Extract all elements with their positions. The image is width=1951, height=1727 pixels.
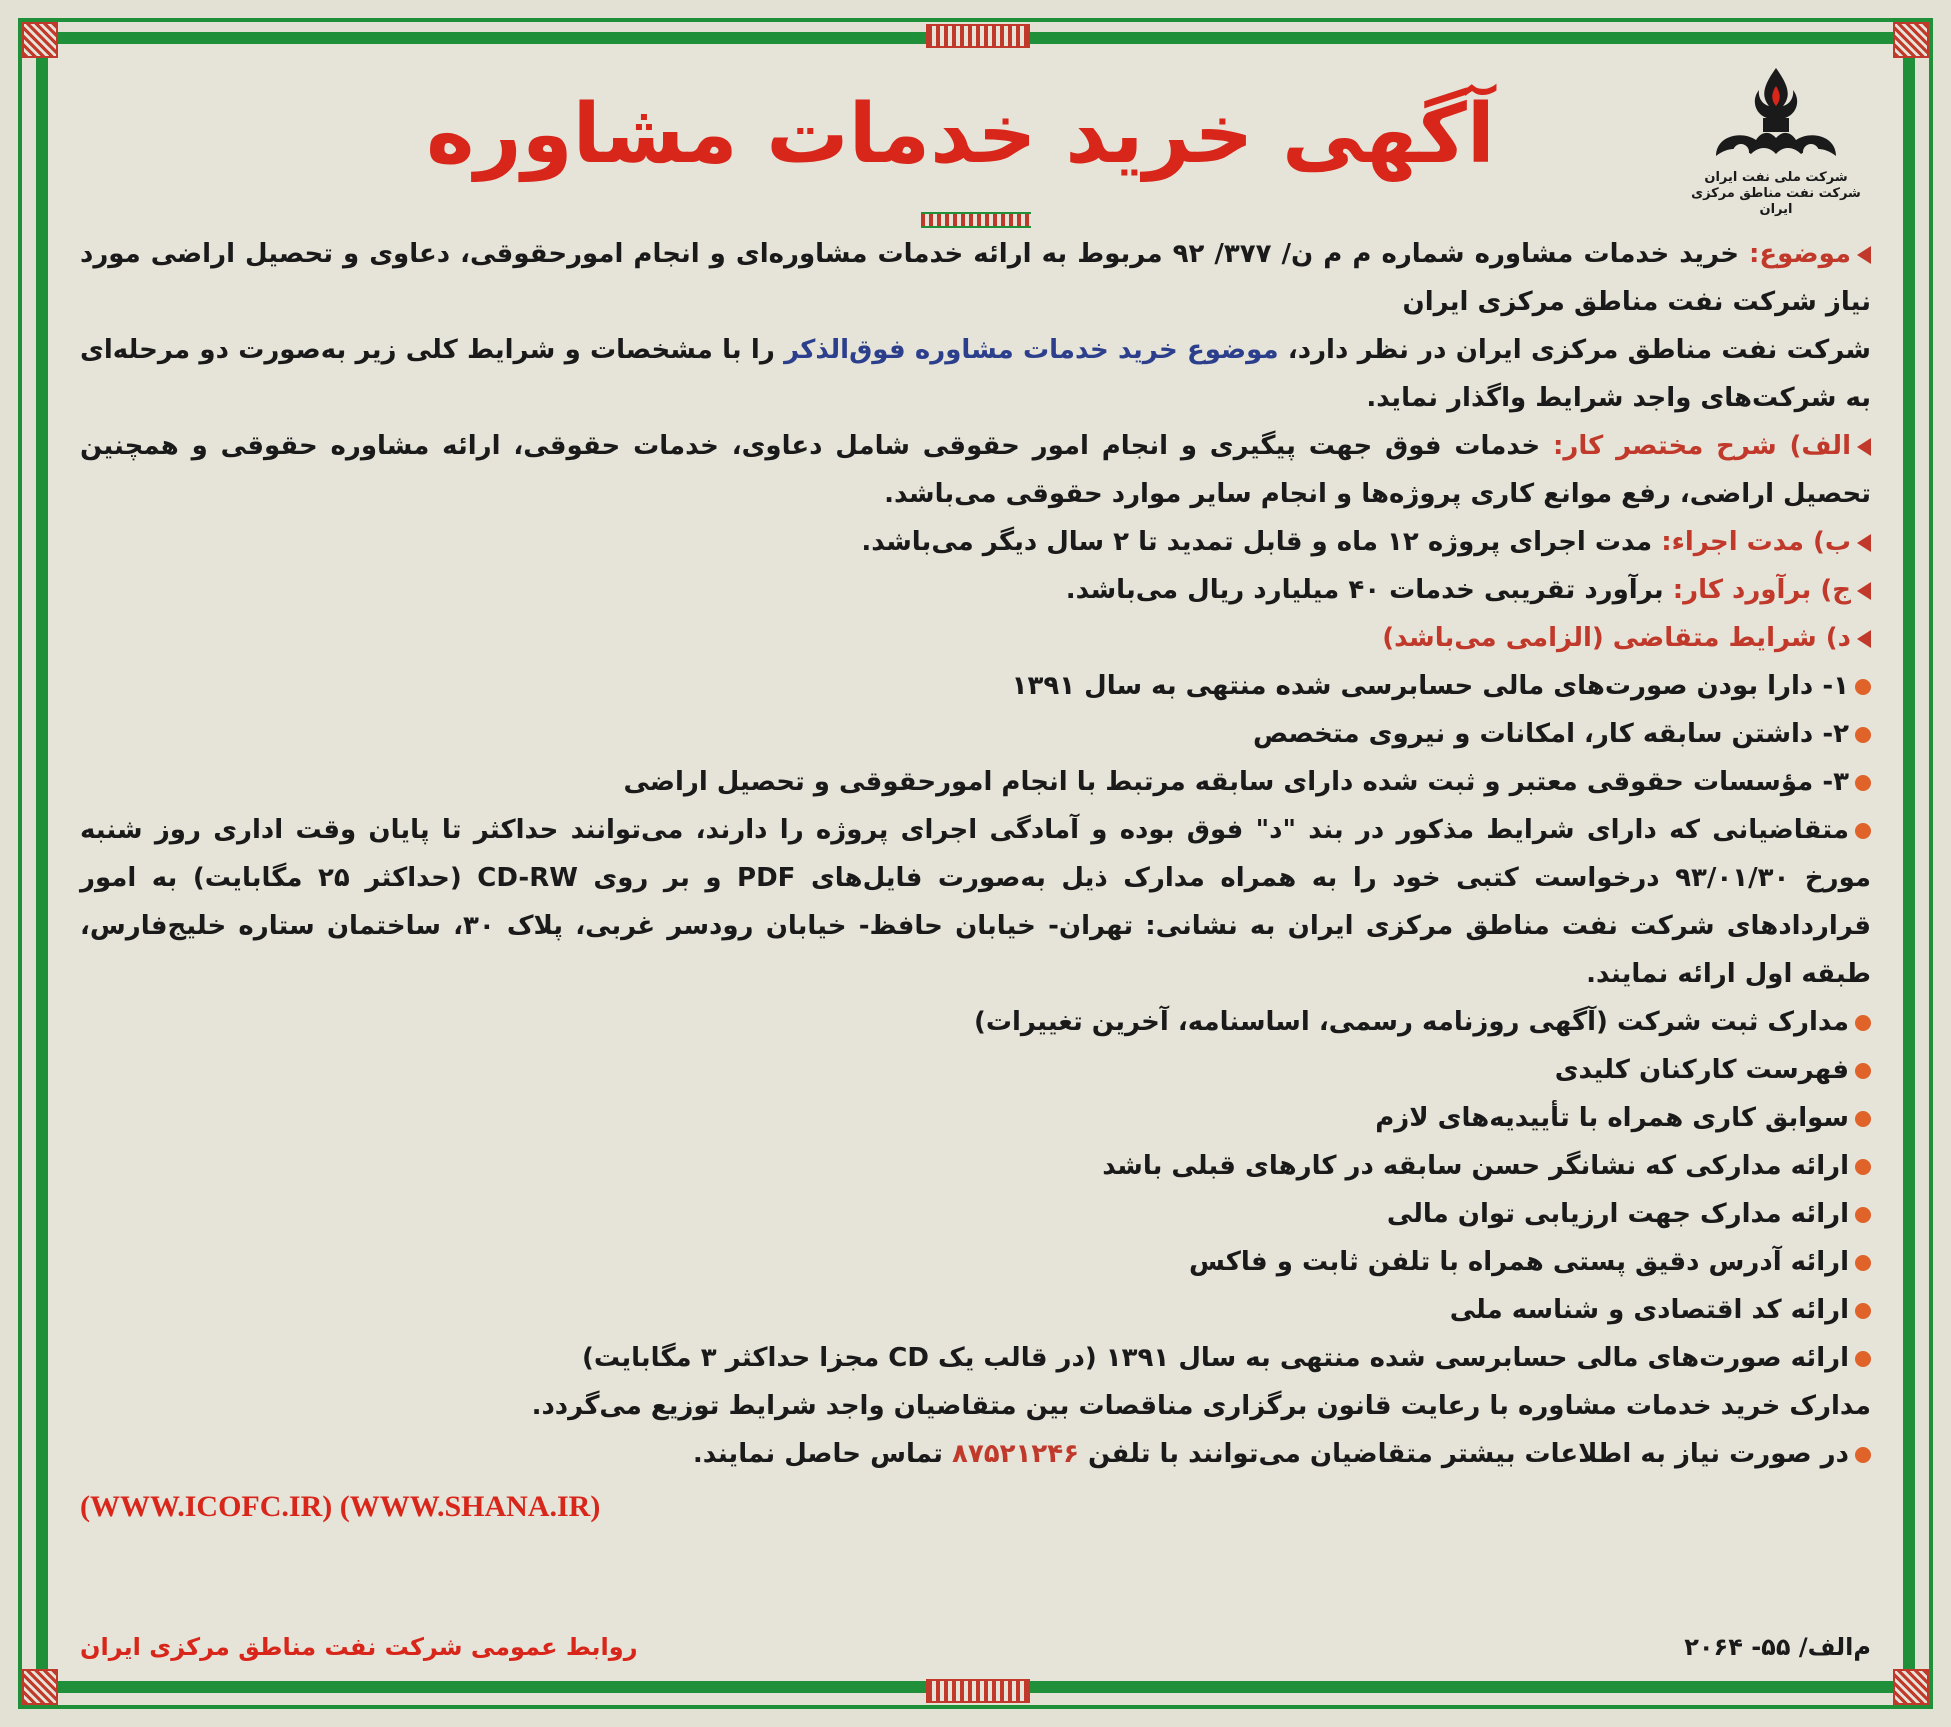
dot-bullet-icon [1855,679,1871,695]
intro-text-1: در نظر دارد، [1278,335,1456,365]
ad-body [80,230,1871,1532]
dot-bullet-icon [1855,1303,1871,1319]
intro-paragraph [80,326,1871,422]
arrow-bullet-icon [1857,534,1871,552]
contact-prefix: در صورت نیاز به اطلاعات بیشتر متقاضیان می‌توانند با تلفن [1078,1439,1849,1469]
dot-bullet-icon [1855,1015,1871,1031]
logo-caption-nioc: شرکت ملی نفت ایران [1704,170,1848,185]
list-item: ارائه مدارک جهت ارزیابی توان مالی [80,1190,1871,1238]
title-divider-ornament [921,212,1031,228]
contact-suffix: تماس حاصل نمایند. [692,1439,952,1469]
dot-bullet-icon [1855,1159,1871,1175]
list-item: ۲- داشتن سابقه کار، امکانات و نیروی متخصص [80,710,1871,758]
dot-bullet-icon [1855,775,1871,791]
arrow-bullet-icon [1857,438,1871,456]
section-b-label: ب) مدت اجراء: [1661,527,1851,557]
ad-reference-code: م‌الف/ ۵۵- ۲۰۶۴ [1684,1633,1871,1661]
section-a-label: الف) شرح مختصر کار: [1553,431,1851,461]
dot-bullet-icon [1855,1351,1871,1367]
section-d [80,614,1871,662]
section-a [80,422,1871,518]
intro-company: شرکت نفت مناطق مرکزی ایران [1455,335,1871,365]
contact-phone: ۸۷۵۲۱۲۴۶ [951,1439,1079,1469]
intro-subject: موضوع خرید خدمات مشاوره فوق‌الذکر [784,335,1279,365]
corner-ornament [22,1669,58,1705]
top-frame-ornament [926,24,1030,48]
section-d-label: د) شرایط متقاضی (الزامی می‌باشد) [1382,623,1851,653]
page-title: آگهی خرید خدمات مشاوره [426,87,1495,182]
section-a-text: خدمات فوق جهت پیگیری و انجام امور حقوقی شامل دعاوی، خدمات حقوقی، ارائه مشاوره حقوقی و همچنین تحصیل اراضی، رفع موانع کاری پروژه‌ها و انجام سایر موارد حقوقی می‌باشد. [80,431,1871,509]
section-b-text: مدت اجرای پروژه ۱۲ ماه و قابل تمدید تا ۲ سال دیگر می‌باشد. [861,527,1662,557]
ad-content [80,60,1871,1667]
list-item: ارائه مدارکی که نشانگر حسن سابقه در کارهای قبلی باشد [80,1142,1871,1190]
header [80,60,1871,230]
list-item: سوابق کاری همراه با تأییدیه‌های لازم [80,1094,1871,1142]
footer [80,1617,1871,1667]
nioc-flame-logo-icon [1701,60,1851,170]
dot-bullet-icon [1855,1063,1871,1079]
dot-bullet-icon [1855,727,1871,743]
arrow-bullet-icon [1857,630,1871,648]
submission-paragraph: متقاضیانی که دارای شرایط مذکور در بند "د" فوق بوده و آمادگی اجرای پروژه را دارند، می‌توانند حداکثر تا پایان وقت اداری روز شنبه مورخ ۹۳/۰۱/۳۰ درخواست کتبی خود را به همراه مدارک ذیل به‌صورت فایل‌های PDF و بر روی CD-RW (حداکثر ۲۵ مگابایت) به امور قراردادهای شرکت نفت مناطق مرکزی ایران به نشانی: تهران- خیابان حافظ- خیابان رودسر غربی، پلاک ۳۰، ساختمان ستاره خلیج‌فارس، طبقه اول ارائه نمایند. [80,815,1872,989]
intro-text-2: را با مشخصات و شرایط کلی زیر به‌صورت دو مرحله‌ای به شرکت‌های واجد شرایط واگذار نماید. [80,335,1871,413]
dot-bullet-icon [1855,1111,1871,1127]
subject-label: موضوع: [1748,239,1851,269]
public-relations-signature: روابط عمومی شرکت نفت مناطق مرکزی ایران [80,1633,638,1661]
arrow-bullet-icon [1857,582,1871,600]
section-c [80,566,1871,614]
corner-ornament [1893,1669,1929,1705]
subject-text: خرید خدمات مشاوره شماره م م ن/ ۳۷۷/ ۹۲ مربوط به ارائه خدمات مشاوره‌ای و انجام امورحقوقی، دعاوی و تحصیل اراضی مورد نیاز شرکت نفت مناطق مرکزی ایران [80,239,1871,317]
company-logo [1681,60,1871,218]
website-links: (WWW.ICOFC.IR) (WWW.SHANA.IR) [80,1490,601,1523]
list-item: ۱- دارا بودن صورت‌های مالی حسابرسی شده منتهی به سال ۱۳۹۱ [80,662,1871,710]
logo-caption-icofc: شرکت نفت مناطق مرکزی ایران [1691,186,1861,217]
corner-ornament [22,22,58,58]
list-item: ۳- مؤسسات حقوقی معتبر و ثبت شده دارای سابقه مرتبط با انجام امورحقوقی و تحصیل اراضی [80,758,1871,806]
corner-ornament [1893,22,1929,58]
dot-bullet-icon [1855,1447,1871,1463]
distribution-paragraph: مدارک خرید خدمات مشاوره با رعایت قانون برگزاری مناقصات بین متقاضیان واجد شرایط توزیع می‌گردد. [531,1391,1871,1421]
dot-bullet-icon [1855,1255,1871,1271]
subject-paragraph [80,230,1871,326]
list-item: ارائه کد اقتصادی و شناسه ملی [80,1286,1871,1334]
list-item: فهرست کارکنان کلیدی [80,1046,1871,1094]
list-item: مدارک ثبت شرکت (آگهی روزنامه رسمی، اساسنامه، آخرین تغییرات) [80,998,1871,1046]
section-c-label: ج) برآورد کار: [1672,575,1851,605]
contact-paragraph [80,1430,1871,1478]
section-c-text: برآورد تقریبی خدمات ۴۰ میلیارد ریال می‌باشد. [1065,575,1673,605]
dot-bullet-icon [1855,1207,1871,1223]
dot-bullet-icon [1855,823,1871,839]
list-item: ارائه آدرس دقیق پستی همراه با تلفن ثابت و فاکس [80,1238,1871,1286]
arrow-bullet-icon [1857,246,1871,264]
list-item: ارائه صورت‌های مالی حسابرسی شده منتهی به سال ۱۳۹۱ (در قالب یک CD مجزا حداکثر ۳ مگابایت) [80,1334,1871,1382]
section-b [80,518,1871,566]
bottom-frame-ornament [926,1679,1030,1703]
